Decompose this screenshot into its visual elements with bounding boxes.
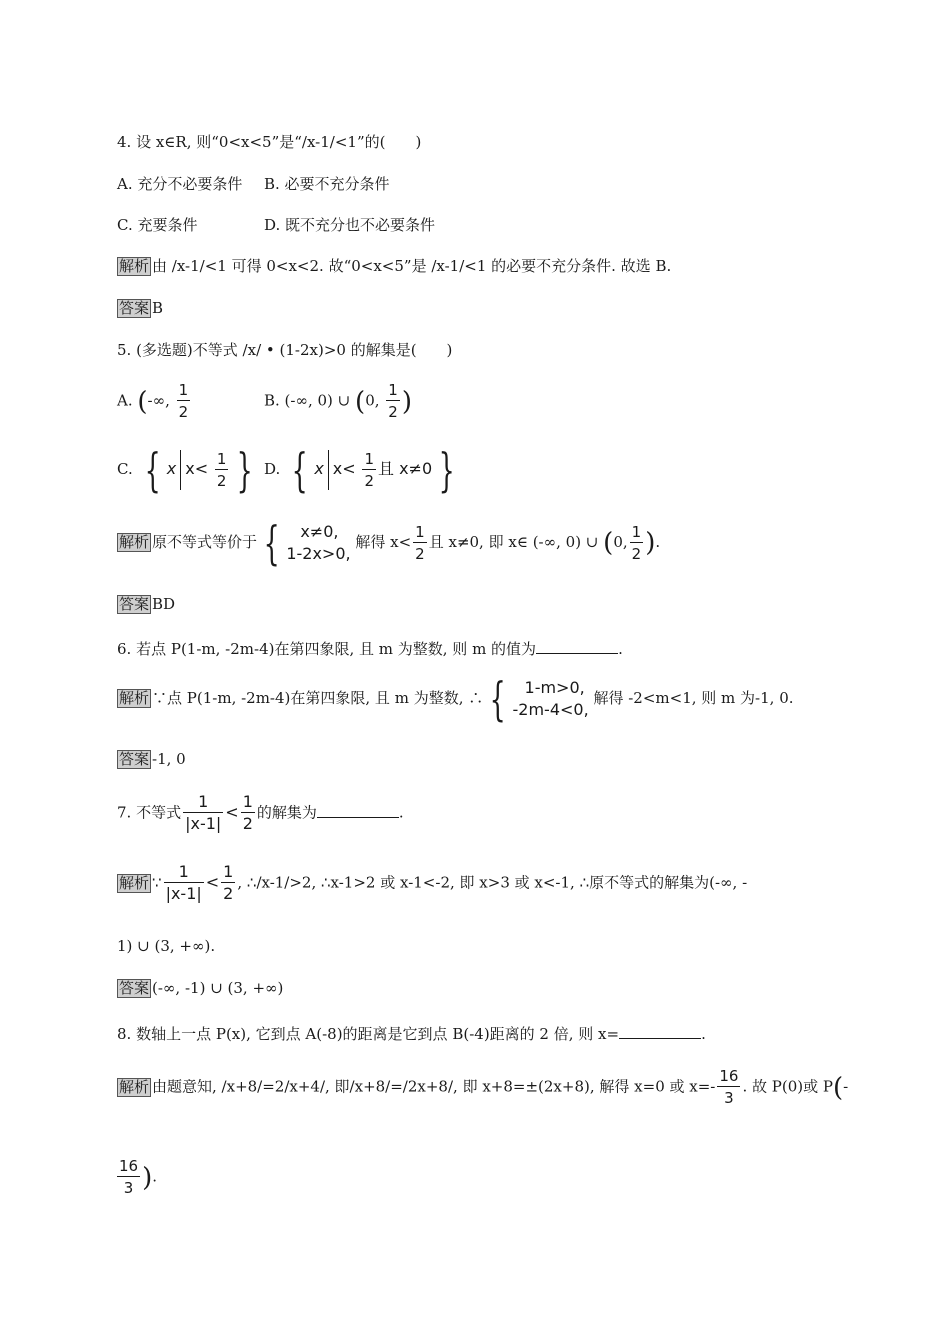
q6-stem-end: . — [618, 640, 623, 658]
q4-answer — [117, 298, 163, 318]
numerator: 1 — [223, 862, 234, 881]
q8-analysis-pre: 由题意知, /x+8/=2/x+4/, 即/x+8/=/2x+8/, 即 x+8=±(2x+8), 解得 x=0 或 x=- — [152, 1077, 716, 1096]
q7-analysis — [117, 862, 747, 905]
denominator: 2 — [216, 471, 227, 490]
q5-answer — [117, 594, 175, 614]
q5-option-a-label: A. — [117, 391, 133, 410]
system-line-1: x≠0, — [300, 522, 339, 541]
system-line-2: -2m-4<0, — [512, 700, 589, 719]
denominator: |x-1| — [165, 884, 202, 903]
fraction — [413, 522, 427, 565]
q5-analysis — [117, 516, 661, 570]
left-paren: ( — [355, 386, 366, 417]
numerator: 16 — [119, 1157, 139, 1175]
q8-stem-text: 8. 数轴上一点 P(x), 它到点 A(-8)的距离是它到点 B(-4)距离的 2 倍, 则 x= — [117, 1025, 620, 1043]
denominator: 3 — [123, 1179, 134, 1197]
q6-analysis-post: 解得 -2<m<1, 则 m 为-1, 0. — [593, 689, 794, 707]
q4-option-d: D. 既不充分也不必要条件 — [264, 216, 436, 234]
fraction — [164, 862, 204, 905]
q6-answer-text: -1, 0 — [152, 750, 186, 768]
inequality-system — [286, 521, 350, 565]
q7-analysis-pre: ∵ — [152, 873, 162, 892]
fraction — [241, 792, 255, 835]
right-brace: } — [237, 443, 254, 497]
fraction — [177, 380, 191, 423]
analysis-tag: 解析 — [119, 533, 150, 551]
q5-option-d — [264, 443, 461, 497]
answer-blank — [619, 1022, 701, 1039]
fraction — [630, 522, 644, 565]
right-paren: ) — [142, 1162, 153, 1193]
set-bar — [328, 450, 329, 490]
right-paren: ) — [401, 386, 412, 417]
q8-analysis-tail: - — [843, 1077, 849, 1096]
q8-analysis — [117, 1066, 848, 1109]
q4-option-b: B. 必要不充分条件 — [264, 175, 390, 193]
fraction — [362, 449, 376, 492]
left-paren: ( — [832, 1072, 844, 1103]
analysis-tag: 解析 — [119, 1077, 150, 1096]
q5-option-c — [117, 443, 260, 497]
q4-answer-text: B — [152, 299, 164, 317]
q5-analysis-mid2: 且 x≠0, 即 x∈ (-∞, 0) ∪ — [428, 533, 599, 551]
answer-blank — [536, 637, 618, 654]
q5-option-b — [264, 380, 412, 423]
fraction — [717, 1066, 740, 1109]
analysis-tag: 解析 — [119, 689, 150, 707]
q7-stem-end: . — [398, 803, 404, 822]
set-condition: x< — [185, 459, 209, 478]
numerator: 1 — [242, 792, 253, 811]
set-variable: x — [314, 459, 324, 478]
answer-tag: 答案 — [119, 299, 150, 317]
numerator: 1 — [631, 522, 642, 541]
numerator: 1 — [164, 862, 204, 883]
numerator: 1 — [388, 381, 398, 399]
denominator: 2 — [631, 544, 642, 563]
q6-stem — [117, 637, 623, 659]
q7-stem-pre: 7. 不等式 — [117, 803, 182, 822]
q5-option-a — [117, 380, 192, 423]
answer-blank — [317, 801, 399, 818]
q4-analysis — [117, 256, 671, 276]
left-paren: ( — [137, 386, 148, 417]
q5-stem: 5. (多选题)不等式 /x/ • (1-2x)>0 的解集是( ) — [117, 341, 453, 359]
denominator: 2 — [364, 471, 374, 490]
q8-analysis-line-2 — [117, 1156, 157, 1199]
q5-option-d-label: D. — [264, 460, 281, 478]
q6-answer — [117, 749, 186, 769]
set-condition-tail: 且 x≠0 — [378, 459, 433, 478]
numerator: 1 — [415, 522, 425, 541]
q5-option-c-label: C. — [117, 460, 133, 478]
analysis-tag: 解析 — [119, 873, 150, 892]
q6-analysis-pre: ∵点 P(1-m, -2m-4)在第四象限, 且 m 为整数, ∴ — [152, 689, 484, 707]
q5-answer-text: BD — [152, 595, 176, 613]
q5-option-b-text: 0, — [365, 391, 380, 410]
less-than: < — [225, 802, 239, 822]
q7-stem — [117, 792, 404, 835]
q7-stem-post: 的解集为 — [256, 803, 317, 822]
q6-analysis — [117, 672, 794, 726]
q5-option-a-text: -∞, — [147, 391, 170, 410]
system-brace: { — [263, 516, 280, 570]
set-bar — [180, 450, 181, 490]
numerator: 1 — [364, 449, 374, 468]
denominator: |x-1| — [185, 814, 222, 833]
answer-tag: 答案 — [119, 979, 150, 997]
q4-analysis-text: 由 /x-1/<1 可得 0<x<2. 故“0<x<5”是 /x-1/<1 的必要不充分条件. 故选 B. — [152, 257, 672, 275]
denominator: 2 — [242, 814, 253, 833]
q4-option-a: A. 充分不必要条件 — [117, 175, 243, 193]
answer-tag: 答案 — [119, 750, 150, 768]
set-variable: x — [166, 459, 177, 478]
q7-analysis-post: , ∴/x-1/>2, ∴x-1>2 或 x-1<-2, 即 x>3 或 x<-1, ∴原不等式的解集为(-∞, - — [237, 873, 748, 892]
q4-option-c: C. 充要条件 — [117, 216, 198, 234]
right-brace: } — [438, 443, 455, 497]
q5-analysis-pre: 原不等式等价于 — [152, 533, 258, 551]
q5-option-b-label: B. (-∞, 0) ∪ — [264, 391, 351, 410]
numerator: 16 — [719, 1067, 739, 1085]
inequality-system — [513, 677, 589, 721]
denominator: 2 — [388, 403, 398, 421]
fraction — [117, 1156, 140, 1199]
fraction — [386, 380, 400, 423]
q8-stem-end: . — [701, 1025, 706, 1043]
q5-analysis-set: 0, — [613, 533, 628, 551]
denominator: 3 — [724, 1089, 734, 1107]
right-paren: ) — [645, 528, 656, 558]
q8-stem — [117, 1022, 706, 1044]
set-condition: x< — [332, 459, 356, 478]
fraction — [221, 862, 235, 905]
q7-answer — [117, 978, 283, 998]
fraction — [183, 792, 223, 835]
left-paren: ( — [603, 528, 614, 558]
q7-analysis-line-2: 1) ∪ (3, +∞). — [117, 937, 216, 955]
q4-stem: 4. 设 x∈R, 则“0<x<5”是“/x-1/<1”的( ) — [117, 133, 422, 151]
q6-stem-text: 6. 若点 P(1-m, -2m-4)在第四象限, 且 m 为整数, 则 m 的值为 — [117, 640, 537, 658]
fraction — [215, 449, 229, 492]
numerator: 1 — [216, 449, 227, 468]
system-brace: { — [489, 672, 506, 726]
analysis-tag: 解析 — [119, 257, 150, 275]
answer-tag: 答案 — [119, 595, 150, 613]
q7-answer-text: (-∞, -1) ∪ (3, +∞) — [152, 979, 284, 997]
system-line-1: 1-m>0, — [524, 678, 585, 697]
numerator: 1 — [178, 381, 189, 399]
q8-analysis-post: . 故 P(0)或 P — [742, 1077, 833, 1096]
numerator: 1 — [183, 792, 223, 813]
left-brace: { — [144, 443, 161, 497]
denominator: 2 — [223, 884, 234, 903]
q8-analysis-end: . — [152, 1167, 158, 1186]
denominator: 2 — [415, 544, 425, 563]
q5-analysis-mid: 解得 x< — [355, 533, 412, 551]
less-than: < — [205, 872, 220, 892]
system-line-2: 1-2x>0, — [286, 544, 351, 563]
q5-analysis-end: . — [655, 533, 661, 551]
left-brace: { — [291, 443, 308, 497]
denominator: 2 — [178, 403, 189, 421]
